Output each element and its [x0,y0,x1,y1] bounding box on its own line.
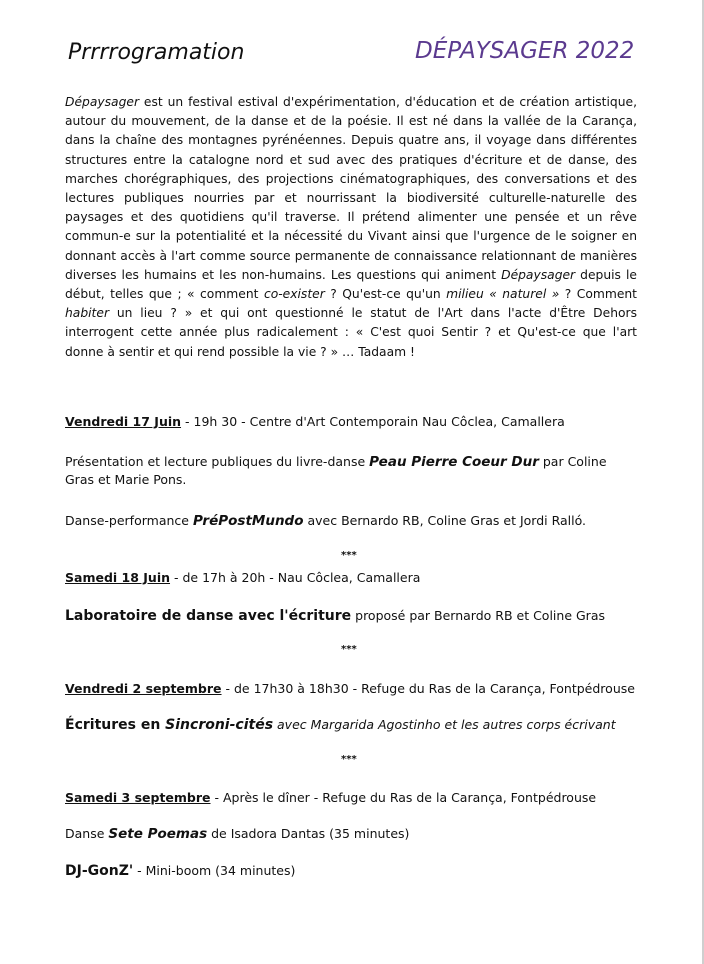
intro-text-3: ? Qu'est-ce qu'un [324,287,447,302]
event-1-header [65,413,645,431]
event-4-date: Samedi 3 septembre [65,790,211,805]
festival-title: DÉPAYSAGER 2022 [415,38,635,64]
event-2-header [65,569,645,587]
intro-paragraph [65,93,637,362]
event-1-item-2 [65,512,645,530]
event-2-item-1-credits: proposé par Bernardo RB et Coline Gras [351,608,605,623]
intro-text-4: ? Comment [559,287,637,302]
event-1-item-1-title: Peau Pierre Coeur Dur [369,454,539,470]
intro-habiter: habiter [65,306,109,321]
event-3-details: - de 17h30 à 18h30 - Refuge du Ras de la Carança, Fontpédrouse [221,681,635,696]
intro-text-2: depuis le début, telles que ; « comment [65,267,637,302]
event-4-header [65,789,645,807]
intro-festival-name: Dépaysager [65,95,140,109]
event-4-details: - Après le dîner - Refuge du Ras de la Carança, Fontpédrouse [210,790,597,805]
event-3-item-1-bold: Écritures en [65,717,166,733]
event-1-item-1 [65,453,637,489]
event-2-item-1-title: Laboratoire de danse avec l'écriture [65,608,352,624]
event-2-item-1 [65,607,645,625]
event-3-date: Vendredi 2 septembre [65,681,222,696]
separator-3: *** [341,754,357,765]
page-title: Prrrrogramation [68,40,245,65]
event-3-item-1-credits: avec Margarida Agostinho et les autres corps écrivant [273,717,616,732]
separator-1: *** [341,550,357,561]
event-4-item-1-credits: de Isadora Dantas (35 minutes) [207,826,410,841]
event-1-item-2-text: Danse-performance [65,513,193,528]
intro-text-1: est un festival estival d'expérimentation, d'éducation et de création artistique, autour du mouvement, de la danse et de la poésie. Il est né dans la vallée de la Carança, dans la chaîne des montagnes pyrénéennes. Depuis quatre ans, il voyage dans différentes structures entre la catalogne nord et sud avec des pratiques d'écriture et de danse, des marches chorégraphiques, des projections cinématographiques, des conversations et des lectures publiques nourries par et nourrissant la biodiversité culturelle-naturelle des paysages et des quotidiens qu'il traverse. Il prétend alimenter une pensée et un rêve commun-e sur la potentialité et la nécessité du Vivant ainsi que l'urgence de le soigner en donnant accès à l'art comme source permanente de connaissance relationnant de manières diverses les humains et les non-humains. Les questions qui animent [65,95,637,282]
event-3-item-1-title: Sincroni-cités [165,717,274,733]
event-2-details: - de 17h à 20h - Nau Côclea, Camallera [170,570,421,585]
intro-milieu: milieu « naturel » [446,287,560,302]
intro-coexister: co-exister [263,287,325,302]
event-1-item-2-credits: avec Bernardo RB, Coline Gras et Jordi Ralló. [303,513,587,528]
event-3-header [65,680,645,698]
event-2-date: Samedi 18 Juin [65,570,171,585]
event-4-item-2-credits: - Mini-boom (34 minutes) [133,863,296,878]
separator-2: *** [341,644,357,655]
event-4-item-1-text: Danse [65,826,109,841]
event-4-item-1-title: Sete Poemas [108,826,208,842]
event-1-item-1-text: Présentation et lecture publiques du livre-danse [65,454,370,469]
event-4-item-1 [65,825,645,843]
intro-festival-name-2: Dépaysager [501,267,576,282]
event-4-item-2 [65,862,645,880]
event-1-details: - 19h 30 - Centre d'Art Contemporain Nau Côclea, Camallera [181,414,565,429]
event-1-date: Vendredi 17 Juin [65,414,182,429]
intro-text-5: un lieu ? » et qui ont questionné le statut de l'Art dans l'acte d'Être Dehors interrogent cette année plus radicalement : « C'est quoi Sentir ? et Qu'est-ce que l'art donne à sentir et qui rend possible la vie ? » … Tadaam ! [65,306,637,359]
event-4-item-2-title: DJ-GonZ' [65,863,134,879]
event-3-item-1 [65,716,645,734]
event-1-item-1-credits: par Coline Gras et Marie Pons. [65,454,607,487]
event-1-item-2-title: PréPostMundo [192,513,304,529]
